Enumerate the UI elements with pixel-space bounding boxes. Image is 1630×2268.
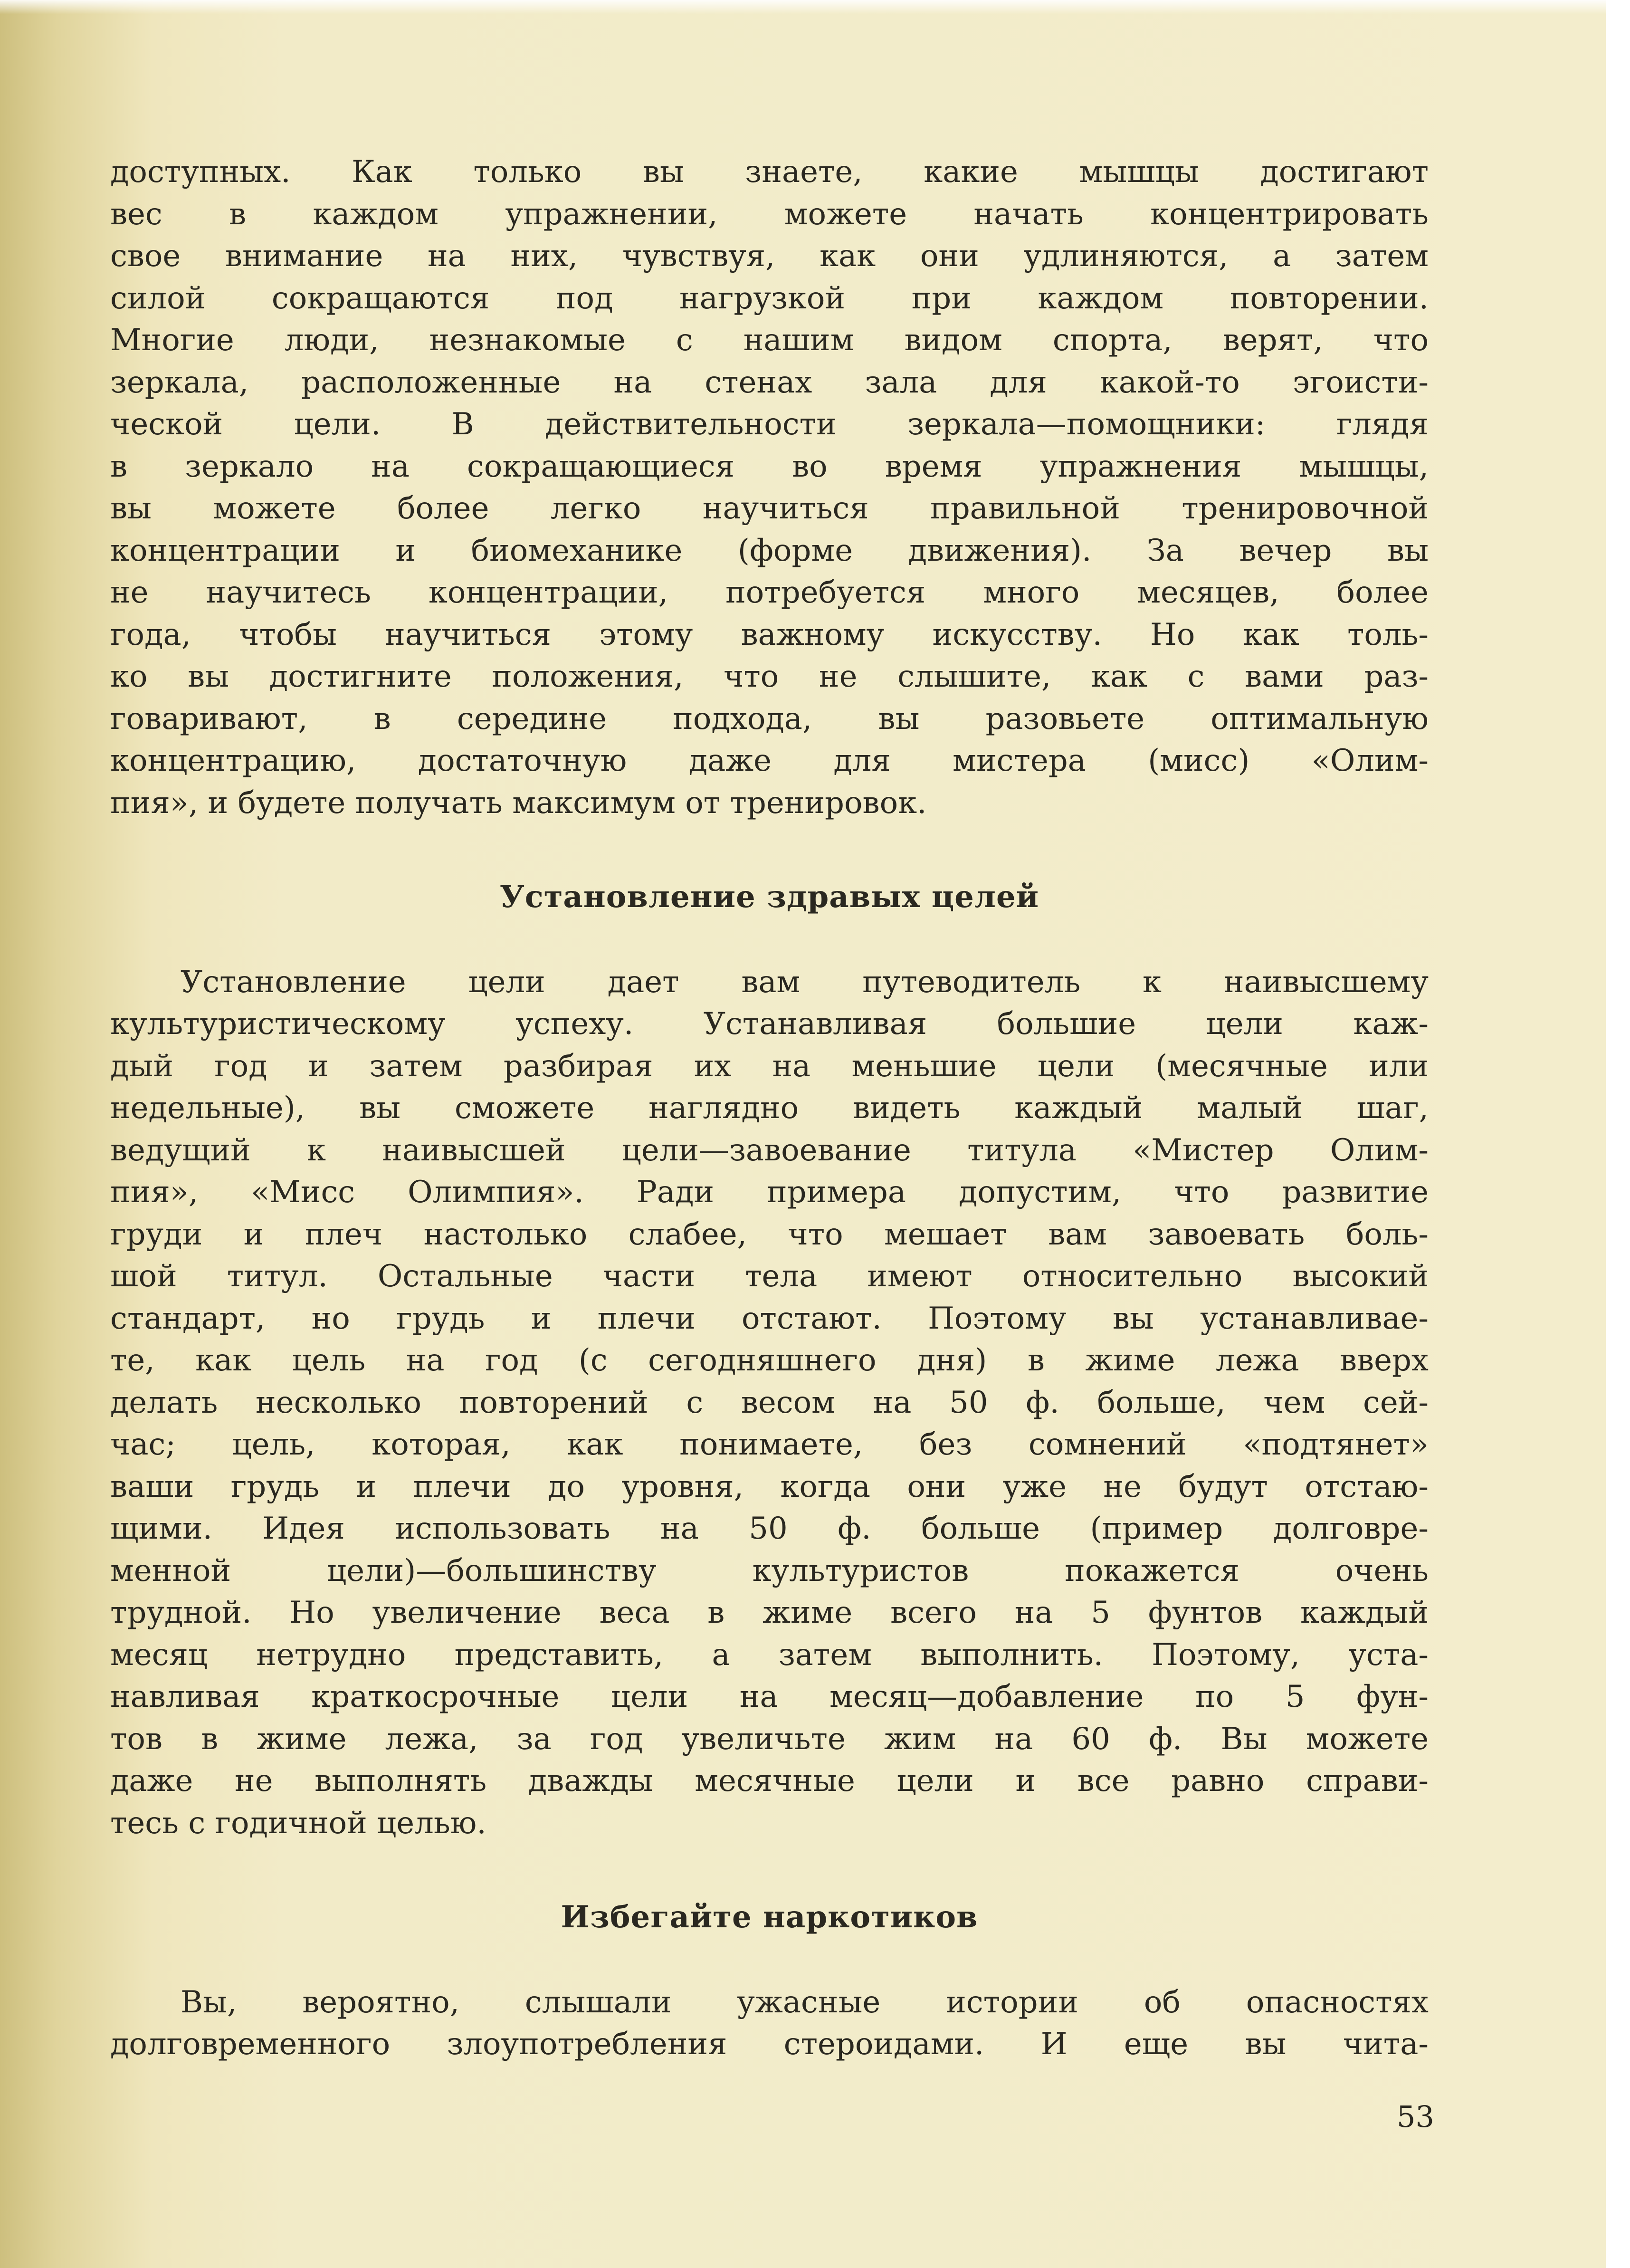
text-line: тесь с годичной целью. (110, 1805, 486, 1841)
text-line: тов в жиме лежа, за год увеличьте жим на 60 ф. Вы можете (110, 1721, 1429, 1757)
text-line: долговременного злоупотребления стероидами. И еще вы чита- (110, 2027, 1429, 2062)
page-top-shade (0, 0, 1606, 14)
text-line: говаривают, в середине подхода, вы разовьете оптимальную (110, 701, 1429, 737)
section-heading-goals: Установление здравых целей (499, 879, 1039, 915)
text-line: концентрацию, достаточную даже для мистера (мисс) «Олим- (110, 743, 1429, 778)
text-line: даже не выполнять дважды месячные цели и все равно справи- (110, 1763, 1429, 1799)
text-line: культуристическому успеху. Устанавливая большие цели каж- (110, 1006, 1429, 1042)
text-line: ческой цели. В действительности зеркала—помощники: глядя (110, 407, 1429, 442)
text-line: пия», «Мисс Олимпия». Ради примера допустим, что развитие (110, 1175, 1429, 1210)
text-line: свое внимание на них, чувствуя, как они удлиняются, а затем (110, 239, 1429, 274)
text-line: пия», и будете получать максимум от тренировок. (110, 785, 927, 821)
text-line: вес в каждом упражнении, можете начать концентрировать (110, 196, 1429, 232)
page-body (110, 151, 1429, 2066)
text-line: концентрации и биомеханике (форме движения). За вечер вы (110, 533, 1429, 568)
section-heading-drugs: Избегайте наркотиков (561, 1899, 978, 1935)
text-line: Вы, вероятно, слышали ужасные истории об опасностях (181, 1984, 1429, 2020)
text-line: щими. Идея использовать на 50 ф. больше (пример долговре- (110, 1511, 1429, 1546)
text-line: доступных. Как только вы знаете, какие мышцы достигают (110, 154, 1429, 190)
text-line: дый год и затем разбирая их на меньшие цели (месячные или (110, 1048, 1429, 1084)
text-line: не научитесь концентрации, потребуется много месяцев, более (110, 575, 1429, 610)
text-line: недельные), вы сможете наглядно видеть каждый малый шаг, (110, 1091, 1429, 1126)
text-line: ко вы достигните положения, что не слышите, как с вами раз- (110, 659, 1429, 694)
text-line: Установление цели дает вам путеводитель к наивысшему (181, 964, 1429, 1000)
text-line: зеркала, расположенные на стенах зала для какой-то эгоисти- (110, 364, 1429, 400)
text-line: в зеркало на сокращающиеся во время упражнения мышцы, (110, 449, 1429, 484)
scan-margin (1606, 0, 1630, 2268)
text-line: месяц нетрудно представить, а затем выполнить. Поэтому, уста- (110, 1637, 1429, 1673)
page-number: 53 (1397, 2099, 1434, 2134)
paragraph-goal-setting (110, 961, 1429, 1845)
text-line: ваши грудь и плечи до уровня, когда они уже не будут отстаю- (110, 1469, 1429, 1504)
text-line: силой сокращаются под нагрузкой при каждом повторении. (110, 280, 1429, 316)
text-line: груди и плеч настолько слабее, что мешает вам завоевать боль- (110, 1216, 1429, 1252)
text-line: менной цели)—большинству культуристов покажется очень (110, 1553, 1429, 1589)
paragraph-mirror-concentration (110, 151, 1429, 824)
text-line: навливая краткосрочные цели на месяц—добавление по 5 фун- (110, 1679, 1429, 1714)
text-line: вы можете более легко научиться правильной тренировочной (110, 491, 1429, 526)
text-line: трудной. Но увеличение веса в жиме всего на 5 фунтов каждый (110, 1595, 1429, 1630)
text-line: те, как цель на год (с сегодняшнего дня) в жиме лежа вверх (110, 1343, 1429, 1378)
text-line: час; цель, которая, как понимаете, без сомнений «подтянет» (110, 1427, 1429, 1462)
paragraph-steroids (110, 1981, 1429, 2066)
text-line: шой титул. Остальные части тела имеют относительно высокий (110, 1259, 1429, 1294)
text-line: Многие люди, незнакомые с нашим видом спорта, верят, что (110, 323, 1429, 358)
text-line: стандарт, но грудь и плечи отстают. Поэтому вы устанавливае- (110, 1301, 1429, 1336)
text-line: делать несколько повторений с весом на 50 ф. больше, чем сей- (110, 1385, 1429, 1420)
text-line: года, чтобы научиться этому важному искусству. Но как толь- (110, 617, 1429, 652)
text-line: ведущий к наивысшей цели—завоевание титула «Мистер Олим- (110, 1132, 1429, 1168)
